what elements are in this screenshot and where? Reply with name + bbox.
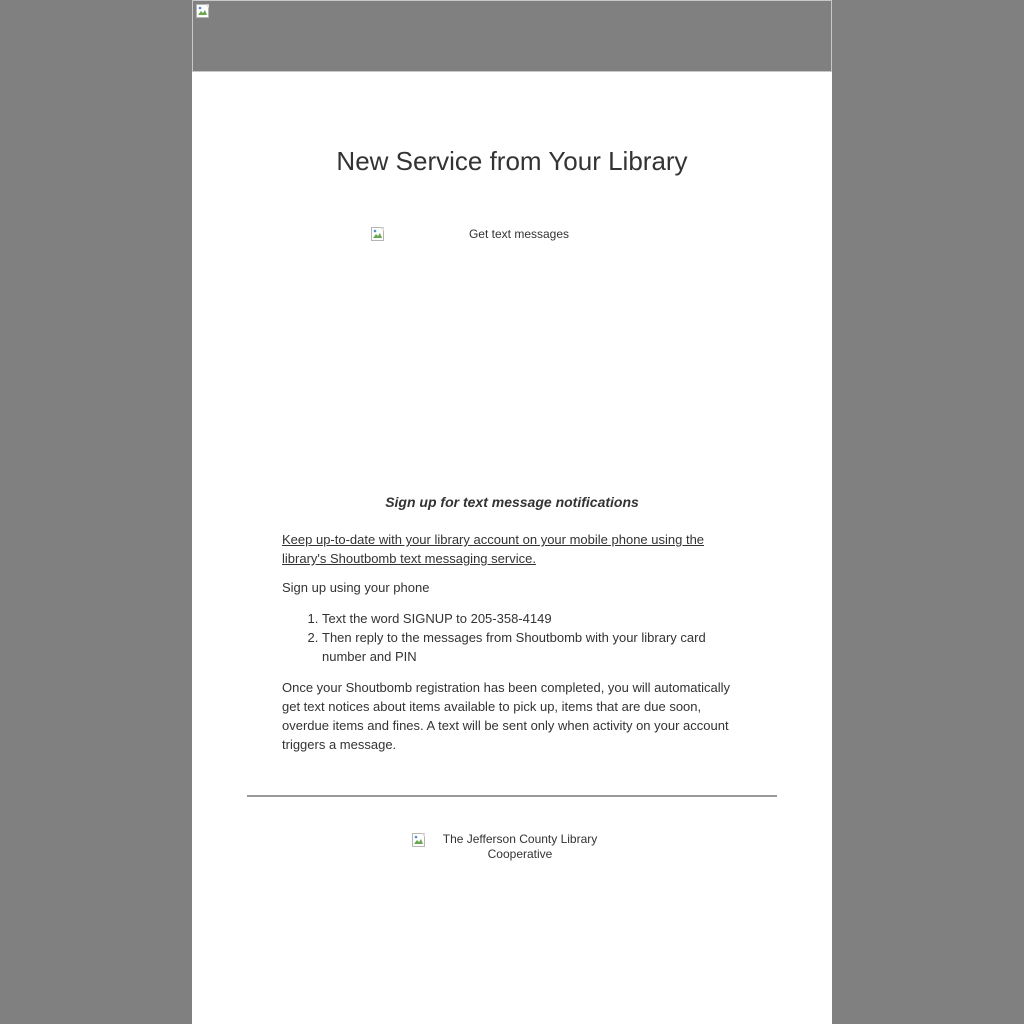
list-item: 1. Text the word SIGNUP to 205-358-4149 xyxy=(322,609,742,628)
main-content xyxy=(282,530,742,754)
shoutbomb-info-link[interactable]: Keep up-to-date with your library account on your mobile phone using the library's Shoutbomb text messaging service. xyxy=(282,532,705,566)
hero-image xyxy=(371,226,651,471)
email-body xyxy=(192,0,832,1024)
signup-heading: Sign up using your phone xyxy=(282,580,430,595)
footer-logo-image xyxy=(412,832,612,872)
page-title: New Service from Your Library xyxy=(336,146,688,176)
list-item: 2. Then reply to the messages from Shoutbomb with your library card number and PIN xyxy=(322,628,742,666)
intro-paragraph xyxy=(282,530,742,568)
divider xyxy=(247,795,777,797)
header-banner-image xyxy=(192,0,832,72)
hero-image-alt-text: Get text messages xyxy=(468,227,570,241)
broken-image-icon xyxy=(412,833,426,847)
broken-image-icon xyxy=(196,4,210,18)
footer-logo-alt-text: The Jefferson County Library Cooperative xyxy=(442,832,598,861)
closing-paragraph: Once your Shoutbomb registration has been completed, you will automatically get text notices about items available to pick up, items that are due soon, overdue items and fines. A text will be sent only when activity on your account triggers a message. xyxy=(282,680,731,752)
signup-steps-list xyxy=(282,609,742,666)
subheading: Sign up for text message notifications xyxy=(385,494,639,510)
